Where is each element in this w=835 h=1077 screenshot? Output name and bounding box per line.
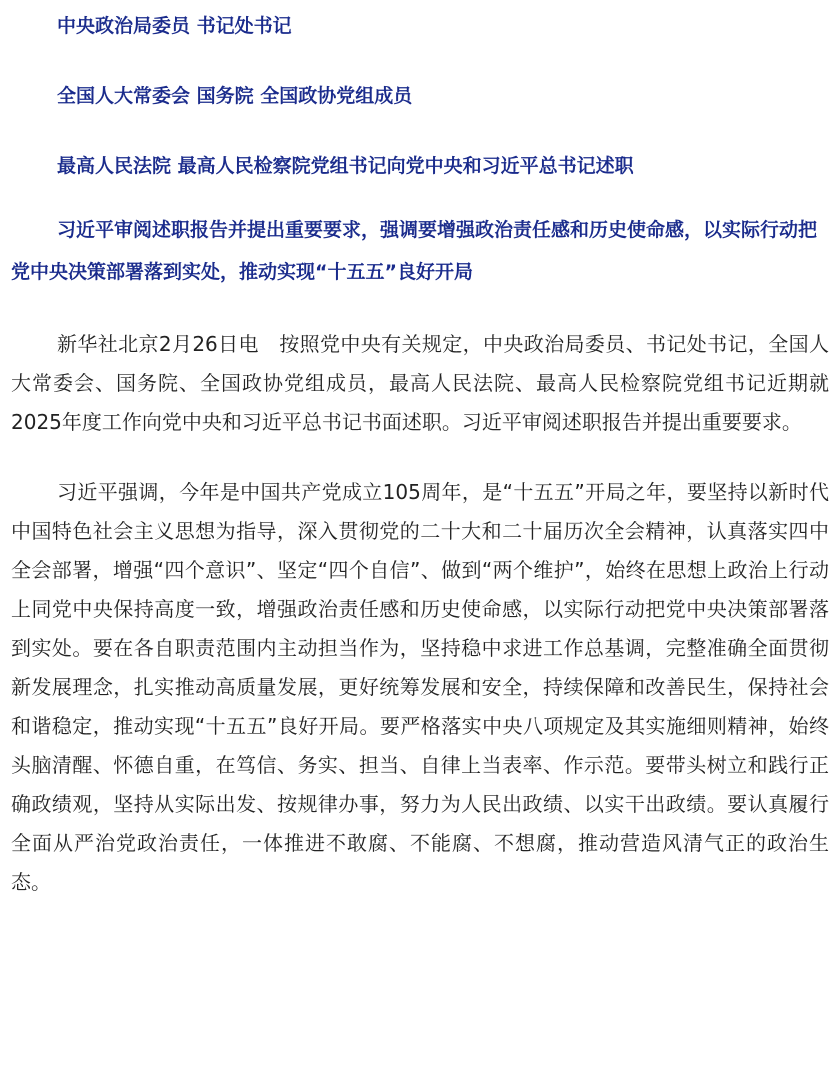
headline-2: 全国人大常委会 国务院 全国政协党组成员	[57, 85, 413, 107]
headline-main: 习近平审阅述职报告并提出重要要求，强调要增强政治责任感和历史使命感，以实际行动把党中央决策部署落到实处，推动实现“十五五”良好开局	[11, 219, 818, 283]
headline-3: 最高人民法院 最高人民检察院党组书记向党中央和习近平总书记述职	[57, 155, 634, 177]
headline-1: 中央政治局委员 书记处书记	[57, 15, 292, 37]
body-paragraph-2: 习近平强调，今年是中国共产党成立105周年，是“十五五”开局之年，要坚持以新时代中国特色社会主义思想为指导，深入贯彻党的二十大和二十届历次全会精神，认真落实四中全会部署，增强“四个意识”、坚定“四个自信”、做到“两个维护”，始终在思想上政治上行动上同党中央保持高度一致，增强政治责任感和历史使命感，以实际行动把党中央决策部署落到实处。要在各自职责范围内主动担当作为，坚持稳中求进工作总基调，完整准确全面贯彻新发展理念，扎实推动高质量发展，更好统筹发展和安全，持续保障和改善民生，保持社会和谐稳定，推动实现“十五五”良好开局。要严格落实中央八项规定及其实施细则精神，始终头脑清醒、怀德自重，在笃信、务实、担当、自律上当表率、作示范。要带头树立和践行正确政绩观，坚持从实际出发、按规律办事，努力为人民出政绩、以实干出政绩。要认真履行全面从严治党政治责任，一体推进不敢腐、不能腐、不想腐，推动营造风清气正的政治生态。	[11, 480, 829, 894]
body-paragraph-1: 新华社北京2月26日电 按照党中央有关规定，中央政治局委员、书记处书记，全国人大常委会、国务院、全国政协党组成员，最高人民法院、最高人民检察院党组书记近期就2025年度工作向党中央和习近平总书记书面述职。习近平审阅述职报告并提出重要要求。	[11, 332, 829, 434]
news-article	[11, 0, 829, 902]
